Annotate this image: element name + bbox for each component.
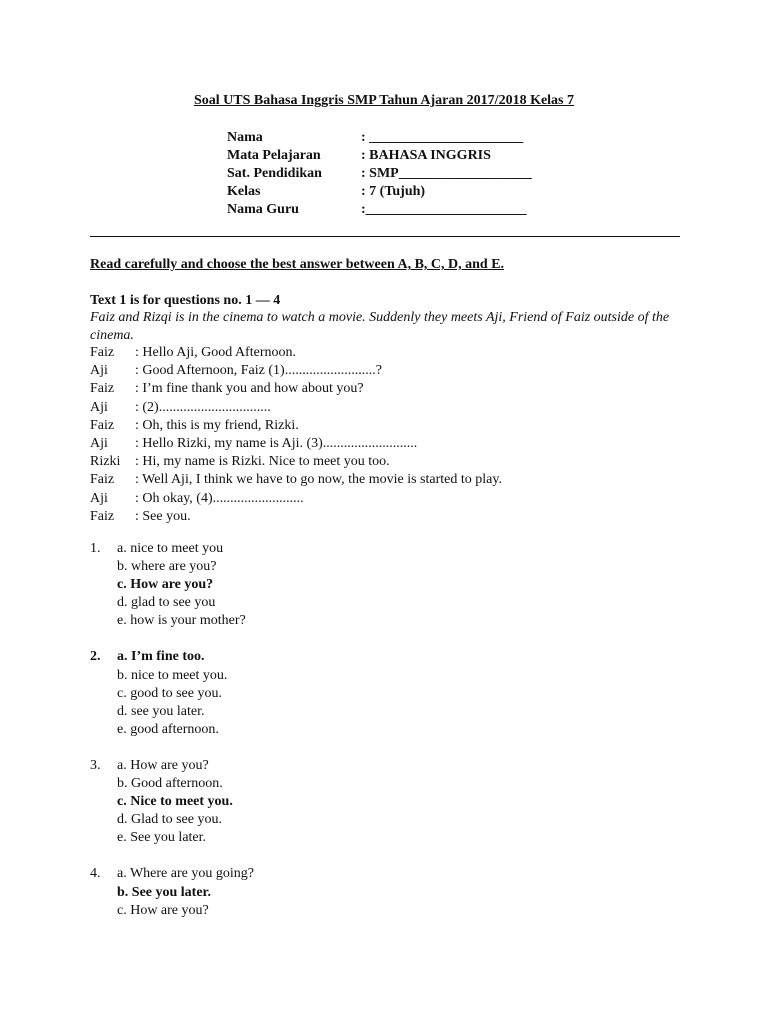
divider <box>90 236 680 237</box>
dialog-speaker: Aji <box>90 363 108 379</box>
dialog-speaker: Faiz <box>90 472 115 488</box>
answer-option-text: a. How are you? <box>117 757 209 773</box>
answer-option <box>90 811 254 829</box>
answer-option <box>90 902 254 920</box>
question-number: 3. <box>90 757 101 773</box>
answer-option-text: d. see you later. <box>117 703 205 719</box>
answer-option-text: c. good to see you. <box>117 685 222 701</box>
answer-option <box>90 540 254 558</box>
dialog-speaker: Faiz <box>90 508 115 524</box>
dialog-line <box>90 508 502 526</box>
question-4 <box>90 865 254 919</box>
instruction-text: Read carefully and choose the best answer between A, B, C, D, and E. <box>90 257 505 272</box>
answer-option <box>90 594 254 612</box>
dialog-text: : Oh okay, (4).......................... <box>135 490 304 506</box>
dialog-line <box>90 471 502 489</box>
dialog-text: : Oh, this is my friend, Rizki. <box>135 417 299 433</box>
answer-option-text: b. where are you? <box>117 559 217 575</box>
dialog-speaker: Aji <box>90 490 108 506</box>
info-row-subject: Mata Pelajaran : BAHASA INGGRIS <box>227 148 491 163</box>
dialog-line <box>90 380 502 398</box>
info-row-teacher: Nama Guru :_______________________ <box>227 202 527 217</box>
dialog-speaker: Faiz <box>90 381 115 397</box>
answer-option <box>90 829 254 847</box>
dialog-speaker: Aji <box>90 399 108 415</box>
dialog <box>90 344 502 526</box>
answer-option-text: b. Good afternoon. <box>117 776 223 792</box>
answer-option-text: a. I’m fine too. <box>117 649 205 665</box>
dialog-line <box>90 453 502 471</box>
answer-option <box>90 721 254 739</box>
info-row-class: Kelas : 7 (Tujuh) <box>227 184 426 199</box>
answer-option-text: c. Nice to meet you. <box>117 794 233 810</box>
answer-option-text: d. glad to see you <box>117 595 216 611</box>
answer-option <box>90 757 254 775</box>
student-info-block <box>227 129 532 219</box>
answer-option-text: b. nice to meet you. <box>117 667 228 683</box>
answer-option <box>90 865 254 883</box>
answer-option-text: c. How are you? <box>117 902 209 918</box>
question-number: 4. <box>90 866 101 882</box>
text1-heading: Text 1 is for questions no. 1 — 4 <box>90 293 281 308</box>
dialog-line <box>90 362 502 380</box>
question-number: 1. <box>90 541 101 556</box>
info-row-name: Nama : ______________________ <box>227 130 524 145</box>
dialog-speaker: Faiz <box>90 345 115 360</box>
answer-option <box>90 884 254 902</box>
dialog-text: : Hello Rizki, my name is Aji. (3)........................... <box>135 435 418 451</box>
question-2 <box>90 648 254 738</box>
dialog-line <box>90 399 502 417</box>
question-number: 2. <box>90 649 101 665</box>
info-row-school-level: Sat. Pendidikan : SMP___________________ <box>227 166 532 181</box>
dialog-line <box>90 435 502 453</box>
dialog-line <box>90 344 502 362</box>
dialog-speaker: Aji <box>90 435 108 451</box>
text1-context: Faiz and Rizqi is in the cinema to watch a movie. Suddenly they meets Aji, Friend of Faiz outside of the cinema. <box>90 310 670 343</box>
answer-option-text: e. good afternoon. <box>117 721 219 737</box>
dialog-text: : See you. <box>135 508 191 524</box>
answer-option <box>90 703 254 721</box>
answer-option-text: a. Where are you going? <box>117 866 254 882</box>
answer-option <box>90 576 254 594</box>
answer-option <box>90 685 254 703</box>
answer-option <box>90 793 254 811</box>
answer-option-text: c. How are you? <box>117 577 214 593</box>
answer-option <box>90 775 254 793</box>
answer-option <box>90 667 254 685</box>
question-1 <box>90 540 254 630</box>
answer-option-text: d. Glad to see you. <box>117 812 222 828</box>
dialog-text: : Good Afternoon, Faiz (1)..........................? <box>135 363 382 379</box>
dialog-line <box>90 490 502 508</box>
dialog-text: : (2)................................ <box>135 399 271 415</box>
dialog-text: : Well Aji, I think we have to go now, the movie is started to play. <box>135 472 502 488</box>
dialog-text: : I’m fine thank you and how about you? <box>135 381 364 397</box>
answer-option-text: a. nice to meet you <box>117 541 224 556</box>
dialog-speaker: Rizki <box>90 454 121 470</box>
answer-option-text: e. See you later. <box>117 830 207 846</box>
dialog-text: : Hello Aji, Good Afternoon. <box>135 345 296 360</box>
dialog-text: : Hi, my name is Rizki. Nice to meet you too. <box>135 454 390 470</box>
exam-title: Soal UTS Bahasa Inggris SMP Tahun Ajaran 2017/2018 Kelas 7 <box>193 93 575 108</box>
answer-option-text: e. how is your mother? <box>117 613 246 629</box>
dialog-speaker: Faiz <box>90 417 115 433</box>
dialog-line <box>90 417 502 435</box>
answer-option <box>90 612 254 630</box>
question-3 <box>90 757 254 847</box>
answer-option-text: b. See you later. <box>117 884 211 900</box>
question-list <box>90 540 254 938</box>
answer-option <box>90 558 254 576</box>
answer-option <box>90 648 254 666</box>
